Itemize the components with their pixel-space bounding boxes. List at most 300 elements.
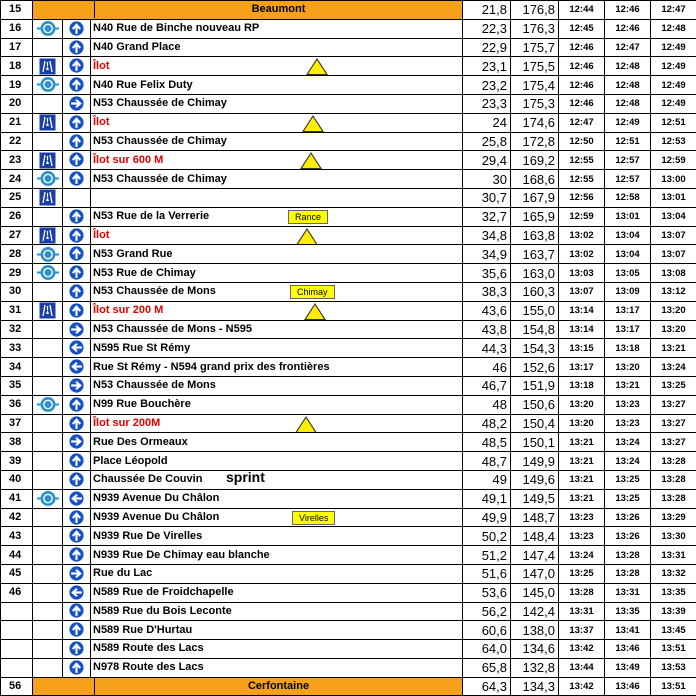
direction-cell <box>63 602 91 621</box>
time-mid: 13:04 <box>605 226 651 245</box>
time-slow: 13:51 <box>651 640 696 659</box>
time-slow: 12:49 <box>651 57 696 76</box>
junction-cell <box>33 76 63 95</box>
time-mid: 13:04 <box>605 245 651 264</box>
warning-triangle-icon <box>295 416 317 433</box>
route-description <box>91 113 463 132</box>
junction-cell <box>33 282 63 301</box>
table-row <box>1 170 696 189</box>
junction-cell <box>33 640 63 659</box>
time-fast: 13:23 <box>559 527 605 546</box>
junction-cell <box>33 508 63 527</box>
town-badge-chimay: Chimay <box>290 285 335 299</box>
time-mid: 12:47 <box>605 38 651 57</box>
direction-cell <box>63 395 91 414</box>
km-to-finish: 134,3 <box>511 677 559 696</box>
table-row <box>1 640 696 659</box>
direction-cell <box>63 376 91 395</box>
table-row <box>1 282 696 301</box>
km-from-start: 25,8 <box>463 132 511 151</box>
time-fast: 12:44 <box>559 1 605 20</box>
checkpoint-name: Beaumont <box>95 1 462 18</box>
street-name: Îlot sur 600 M <box>91 154 163 166</box>
street-name: N40 Grand Place <box>91 41 180 53</box>
time-mid: 12:48 <box>605 57 651 76</box>
table-row <box>1 583 696 602</box>
roundabout-icon <box>35 76 61 93</box>
table-row <box>1 602 696 621</box>
junction-cell <box>33 395 63 414</box>
time-mid: 13:23 <box>605 414 651 433</box>
km-from-start: 34,9 <box>463 245 511 264</box>
time-mid: 12:51 <box>605 132 651 151</box>
time-fast: 13:21 <box>559 452 605 471</box>
km-from-start: 50,2 <box>463 527 511 546</box>
table-row <box>1 38 696 57</box>
route-description <box>91 226 463 245</box>
time-fast: 13:24 <box>559 546 605 565</box>
route-description <box>91 489 463 508</box>
time-fast: 13:21 <box>559 433 605 452</box>
time-mid: 13:41 <box>605 621 651 640</box>
time-fast: 12:56 <box>559 188 605 207</box>
arrow-up-icon <box>69 246 84 261</box>
junction-cell <box>33 564 63 583</box>
table-row <box>1 188 696 207</box>
direction-cell <box>63 546 91 565</box>
arrow-up-icon <box>69 622 84 637</box>
arrow-up-icon <box>69 40 84 55</box>
km-to-finish: 163,0 <box>511 264 559 283</box>
row-number: 32 <box>1 320 33 339</box>
time-slow: 13:45 <box>651 621 696 640</box>
time-mid: 13:05 <box>605 264 651 283</box>
km-to-finish: 147,0 <box>511 564 559 583</box>
junction-cell <box>33 57 63 76</box>
arrow-up-icon <box>69 303 84 318</box>
arrow-up-icon <box>69 603 84 618</box>
table-row <box>1 414 696 433</box>
route-description <box>91 132 463 151</box>
table-row <box>1 57 696 76</box>
route-description <box>91 57 463 76</box>
km-from-start: 22,3 <box>463 19 511 38</box>
km-to-finish: 151,9 <box>511 376 559 395</box>
km-to-finish: 138,0 <box>511 621 559 640</box>
route-description <box>91 470 463 489</box>
time-slow: 13:27 <box>651 414 696 433</box>
time-slow: 13:30 <box>651 527 696 546</box>
time-slow: 13:27 <box>651 395 696 414</box>
km-to-finish: 155,0 <box>511 301 559 320</box>
route-description <box>91 452 463 471</box>
arrow-up-icon <box>69 77 84 92</box>
table-row <box>1 132 696 151</box>
direction-cell <box>63 527 91 546</box>
junction-cell <box>33 151 63 170</box>
time-slow: 13:53 <box>651 658 696 677</box>
time-mid: 13:46 <box>605 677 651 696</box>
junction-cell <box>33 414 63 433</box>
junction-cell <box>33 358 63 377</box>
km-to-finish: 175,3 <box>511 94 559 113</box>
junction-cell <box>33 94 63 113</box>
junction-cell <box>33 170 63 189</box>
time-mid: 13:17 <box>605 301 651 320</box>
time-fast: 13:42 <box>559 640 605 659</box>
sprint-label: sprint <box>226 470 265 486</box>
street-name: N99 Rue Bouchère <box>91 398 191 410</box>
time-mid: 13:49 <box>605 658 651 677</box>
arrow-up-icon <box>69 416 84 431</box>
junction-cell <box>33 583 63 602</box>
time-slow: 12:49 <box>651 94 696 113</box>
route-description <box>91 358 463 377</box>
time-fast: 12:55 <box>559 151 605 170</box>
time-slow: 13:28 <box>651 452 696 471</box>
roundabout-icon <box>35 264 61 281</box>
direction-cell <box>63 19 91 38</box>
junction-cell <box>33 38 63 57</box>
time-mid: 13:23 <box>605 395 651 414</box>
street-name: N939 Avenue Du Châlon <box>91 511 219 523</box>
km-from-start: 64,0 <box>463 640 511 659</box>
time-slow: 13:27 <box>651 433 696 452</box>
traffic-island-icon <box>39 189 56 206</box>
arrow-up-icon <box>69 453 84 468</box>
roundabout-icon <box>35 396 61 413</box>
route-description <box>91 658 463 677</box>
km-to-finish: 148,4 <box>511 527 559 546</box>
km-from-start: 51,2 <box>463 546 511 565</box>
time-slow: 13:31 <box>651 546 696 565</box>
street-name: Chaussée De Couvin <box>91 473 202 485</box>
route-description <box>91 339 463 358</box>
route-description <box>91 583 463 602</box>
direction-cell <box>63 282 91 301</box>
direction-cell <box>63 76 91 95</box>
time-slow: 13:25 <box>651 376 696 395</box>
time-mid: 13:35 <box>605 602 651 621</box>
route-description <box>91 170 463 189</box>
junction-cell <box>33 489 63 508</box>
row-number: 25 <box>1 188 33 207</box>
junction-cell <box>33 207 63 226</box>
warning-triangle-icon <box>302 115 324 132</box>
km-from-start: 22,9 <box>463 38 511 57</box>
route-description <box>91 76 463 95</box>
time-slow: 13:08 <box>651 264 696 283</box>
street-name: Îlot sur 200M <box>91 417 160 429</box>
table-row <box>1 358 696 377</box>
km-to-finish: 168,6 <box>511 170 559 189</box>
route-description <box>91 546 463 565</box>
table-row <box>1 395 696 414</box>
row-number: 37 <box>1 414 33 433</box>
junction-cell <box>33 301 63 320</box>
time-mid: 13:28 <box>605 546 651 565</box>
arrow-right-icon <box>69 96 84 111</box>
street-name: Rue St Rémy - N594 grand prix des frontières <box>91 361 330 373</box>
street-name: N53 Rue de Chimay <box>91 267 196 279</box>
time-slow: 12:47 <box>651 1 696 20</box>
row-number: 39 <box>1 452 33 471</box>
km-to-finish: 160,3 <box>511 282 559 301</box>
row-number <box>1 640 33 659</box>
row-number: 42 <box>1 508 33 527</box>
km-to-finish: 175,4 <box>511 76 559 95</box>
arrow-left-icon <box>69 340 84 355</box>
route-description <box>91 640 463 659</box>
time-fast: 12:46 <box>559 38 605 57</box>
row-number: 30 <box>1 282 33 301</box>
table-row <box>1 470 696 489</box>
time-slow: 13:20 <box>651 301 696 320</box>
direction-cell <box>63 113 91 132</box>
time-mid: 13:24 <box>605 452 651 471</box>
row-number: 31 <box>1 301 33 320</box>
km-from-start: 24 <box>463 113 511 132</box>
time-slow: 13:28 <box>651 470 696 489</box>
time-fast: 13:42 <box>559 677 605 696</box>
direction-cell <box>63 207 91 226</box>
traffic-island-icon <box>39 302 56 319</box>
junction-cell <box>33 19 63 38</box>
time-fast: 12:47 <box>559 113 605 132</box>
warning-triangle-icon <box>296 228 318 245</box>
row-number <box>1 602 33 621</box>
row-number: 45 <box>1 564 33 583</box>
direction-cell <box>63 414 91 433</box>
km-to-finish: 174,6 <box>511 113 559 132</box>
km-to-finish: 150,1 <box>511 433 559 452</box>
direction-cell <box>63 301 91 320</box>
time-fast: 12:46 <box>559 76 605 95</box>
time-mid: 13:26 <box>605 527 651 546</box>
time-slow: 13:20 <box>651 320 696 339</box>
route-description <box>91 433 463 452</box>
table-row <box>1 621 696 640</box>
km-to-finish: 150,4 <box>511 414 559 433</box>
time-fast: 13:20 <box>559 395 605 414</box>
time-fast: 13:18 <box>559 376 605 395</box>
arrow-right-icon <box>69 434 84 449</box>
km-from-start: 35,6 <box>463 264 511 283</box>
street-name: Place Léopold <box>91 455 168 467</box>
row-number: 35 <box>1 376 33 395</box>
street-name: Rue Des Ormeaux <box>91 436 188 448</box>
row-number: 18 <box>1 57 33 76</box>
row-number: 21 <box>1 113 33 132</box>
street-name: N53 Chaussée de Chimay <box>91 97 227 109</box>
direction-cell <box>63 264 91 283</box>
time-mid: 12:46 <box>605 1 651 20</box>
km-to-finish: 154,3 <box>511 339 559 358</box>
km-to-finish: 176,8 <box>511 1 559 20</box>
row-number: 34 <box>1 358 33 377</box>
time-mid: 13:25 <box>605 489 651 508</box>
time-slow: 12:53 <box>651 132 696 151</box>
km-to-finish: 163,7 <box>511 245 559 264</box>
roundabout-icon <box>35 490 61 507</box>
street-name: N53 Chaussée de Chimay <box>91 173 227 185</box>
time-slow: 12:59 <box>651 151 696 170</box>
time-slow: 12:48 <box>651 19 696 38</box>
time-slow: 13:39 <box>651 602 696 621</box>
km-to-finish: 169,2 <box>511 151 559 170</box>
time-slow: 13:07 <box>651 226 696 245</box>
time-slow: 12:51 <box>651 113 696 132</box>
direction-cell <box>63 245 91 264</box>
km-to-finish: 175,7 <box>511 38 559 57</box>
arrow-up-icon <box>69 115 84 130</box>
junction-cell <box>33 339 63 358</box>
time-slow: 13:00 <box>651 170 696 189</box>
km-from-start: 49,9 <box>463 508 511 527</box>
table-row <box>1 564 696 583</box>
direction-cell <box>63 508 91 527</box>
time-mid: 13:09 <box>605 282 651 301</box>
route-description <box>91 602 463 621</box>
time-fast: 13:37 <box>559 621 605 640</box>
direction-cell <box>63 188 91 207</box>
time-mid: 13:46 <box>605 640 651 659</box>
direction-cell <box>63 339 91 358</box>
km-to-finish: 167,9 <box>511 188 559 207</box>
checkpoint-row <box>1 1 696 20</box>
junction-cell <box>33 470 63 489</box>
row-number: 27 <box>1 226 33 245</box>
time-fast: 13:15 <box>559 339 605 358</box>
street-name: N53 Chaussée de Mons <box>91 379 216 391</box>
km-from-start: 56,2 <box>463 602 511 621</box>
table-row <box>1 301 696 320</box>
row-number: 19 <box>1 76 33 95</box>
street-name: N595 Rue St Rémy <box>91 342 190 354</box>
time-mid: 13:01 <box>605 207 651 226</box>
direction-cell <box>63 489 91 508</box>
table-row <box>1 452 696 471</box>
direction-cell <box>63 132 91 151</box>
km-to-finish: 154,8 <box>511 320 559 339</box>
street-name: N939 Rue De Virelles <box>91 530 202 542</box>
table-row <box>1 489 696 508</box>
arrow-up-icon <box>69 660 84 675</box>
time-slow: 13:21 <box>651 339 696 358</box>
direction-cell <box>63 621 91 640</box>
km-from-start: 46,7 <box>463 376 511 395</box>
time-slow: 13:35 <box>651 583 696 602</box>
street-name: N53 Chaussée de Mons <box>91 285 216 297</box>
km-from-start: 48 <box>463 395 511 414</box>
table-row <box>1 508 696 527</box>
row-number: 33 <box>1 339 33 358</box>
row-number: 26 <box>1 207 33 226</box>
row-number: 22 <box>1 132 33 151</box>
km-to-finish: 175,5 <box>511 57 559 76</box>
direction-cell <box>63 564 91 583</box>
junction-cell <box>33 113 63 132</box>
junction-cell <box>33 376 63 395</box>
traffic-island-icon <box>39 114 56 131</box>
km-from-start: 21,8 <box>463 1 511 20</box>
row-number: 43 <box>1 527 33 546</box>
time-slow: 13:24 <box>651 358 696 377</box>
time-slow: 12:49 <box>651 38 696 57</box>
time-mid: 12:46 <box>605 19 651 38</box>
km-to-finish: 147,4 <box>511 546 559 565</box>
time-slow: 13:28 <box>651 489 696 508</box>
arrow-up-icon <box>69 152 84 167</box>
street-name: N40 Rue de Binche nouveau RP <box>91 22 259 34</box>
row-number: 28 <box>1 245 33 264</box>
traffic-island-icon <box>39 152 56 169</box>
time-mid: 13:28 <box>605 564 651 583</box>
warning-triangle-icon <box>306 58 328 75</box>
route-description <box>91 564 463 583</box>
km-from-start: 38,3 <box>463 282 511 301</box>
warning-triangle-icon <box>300 152 322 169</box>
direction-cell <box>63 226 91 245</box>
arrow-up-icon <box>69 58 84 73</box>
table-row <box>1 527 696 546</box>
direction-cell <box>63 640 91 659</box>
table-row <box>1 245 696 264</box>
junction-cell <box>33 658 63 677</box>
route-description <box>91 38 463 57</box>
time-mid: 12:58 <box>605 188 651 207</box>
table-row <box>1 113 696 132</box>
route-description <box>91 245 463 264</box>
arrow-left-icon <box>69 585 84 600</box>
arrow-up-icon <box>69 209 84 224</box>
row-number: 41 <box>1 489 33 508</box>
km-from-start: 43,6 <box>463 301 511 320</box>
route-description <box>91 527 463 546</box>
row-number: 15 <box>1 1 33 20</box>
time-fast: 12:46 <box>559 57 605 76</box>
table-row <box>1 226 696 245</box>
row-number <box>1 621 33 640</box>
time-fast: 13:31 <box>559 602 605 621</box>
time-fast: 13:25 <box>559 564 605 583</box>
direction-cell <box>63 320 91 339</box>
km-to-finish: 142,4 <box>511 602 559 621</box>
roundabout-icon <box>35 170 61 187</box>
arrow-up-icon <box>69 397 84 412</box>
junction-cell <box>33 621 63 640</box>
km-from-start: 29,4 <box>463 151 511 170</box>
km-to-finish: 172,8 <box>511 132 559 151</box>
table-row <box>1 151 696 170</box>
km-to-finish: 149,5 <box>511 489 559 508</box>
arrow-up-icon <box>69 228 84 243</box>
km-to-finish: 148,7 <box>511 508 559 527</box>
time-fast: 13:28 <box>559 583 605 602</box>
time-mid: 13:25 <box>605 470 651 489</box>
km-to-finish: 165,9 <box>511 207 559 226</box>
km-from-start: 34,8 <box>463 226 511 245</box>
time-fast: 13:17 <box>559 358 605 377</box>
row-number: 20 <box>1 94 33 113</box>
route-description <box>91 19 463 38</box>
km-from-start: 44,3 <box>463 339 511 358</box>
table-row <box>1 546 696 565</box>
checkpoint-row <box>1 677 696 696</box>
table-row <box>1 264 696 283</box>
direction-cell <box>63 433 91 452</box>
time-mid: 13:31 <box>605 583 651 602</box>
